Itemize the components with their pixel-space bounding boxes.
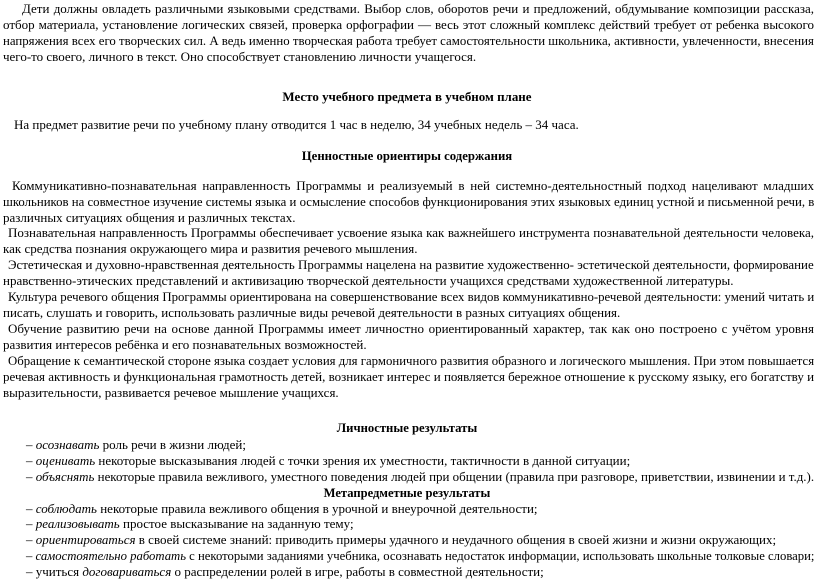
values-line-11: развития интересов ребёнка и его познавательных возможностей.	[3, 337, 367, 352]
list-dash: –	[26, 453, 36, 468]
values-line-13: речевая активность и функциональная грамотность детей, возникает интерес и появляется бережное отношение к русскому языку, его богатству и	[3, 369, 815, 384]
list-verb: ориентироваться	[35, 532, 136, 547]
values-line-14: выразительности, развивается речевое мышление учащихся.	[3, 385, 339, 400]
values-line-12: Обращение к семантической стороне языка создает условия для гармоничного развития образного и логического мышления. При этом повышается	[8, 353, 815, 368]
personal-heading: Личностные результаты	[336, 420, 478, 435]
intro-line-3: напряжения всех его творческих сил. А ведь именно творческая работа требует самостоятельности школьника, активности, увлеченности, внесения	[3, 33, 814, 48]
list-dash: –	[26, 548, 36, 563]
list-verb: соблюдать	[35, 501, 97, 516]
meta-item-5	[26, 564, 544, 580]
personal-item-2	[26, 453, 630, 469]
values-line-1: Коммуникативно-познавательная направленность Программы и реализуемый в ней системно-деятельностный подход нацеливают младших	[12, 178, 814, 193]
personal-item-3	[26, 469, 814, 485]
list-verb: договариваться	[82, 564, 172, 579]
list-text: некоторые высказывания людей с точки зрения их уместности, тактичности в данной ситуации;	[95, 453, 631, 468]
list-dash: – учиться	[26, 564, 83, 579]
values-heading: Ценностные ориентиры содержания	[301, 148, 513, 163]
values-line-2: школьников на совместное изучение системы языка и осмысление способов функционирования этих языковых единиц устной и письменной речи, в	[3, 194, 815, 209]
list-dash: –	[26, 469, 36, 484]
meta-heading: Метапредметные результаты	[323, 485, 491, 500]
meta-item-4	[26, 548, 814, 564]
values-line-4: Познавательная направленность Программы обеспечивает усвоение языка как важнейшего инструмента познавательной деятельности человека,	[8, 225, 814, 240]
list-dash: –	[26, 437, 36, 452]
list-text: некоторые правила вежливого, уместного поведения людей при общении (правила при разговоре, приветствии, извинении и т.д.).	[94, 469, 815, 484]
meta-item-1	[26, 501, 538, 517]
list-verb: реализовывать	[35, 516, 120, 531]
list-verb: оценивать	[35, 453, 96, 468]
values-line-7: нравственно-этических представлений и активизацию творческой деятельности учащихся средствами художественной литературы.	[3, 273, 734, 288]
list-text: с некоторыми заданиями учебника, осознавать недостаток информации, использовать школьные толковые словари;	[186, 548, 815, 563]
intro-line-1: Дети должны овладеть различными языковыми средствами. Выбор слов, оборотов речи и предложений, обдумывание композиции рассказа,	[22, 1, 814, 16]
meta-item-2	[26, 516, 354, 532]
values-line-10: Обучение развитию речи на основе данной Программы имеет личностно ориентированный характер, так как оно построено с учётом уровня	[8, 321, 814, 336]
values-line-6: Эстетическая и духовно-нравственная деятельность Программы нацелена на развитие художественно- эстетической деятельности, формирование	[8, 257, 814, 272]
place-text: На предмет развитие речи по учебному плану отводится 1 час в неделю, 34 учебных недель – 34 часа.	[14, 117, 579, 132]
personal-item-1	[26, 437, 246, 453]
list-text: некоторые правила вежливого общения в урочной и внеурочной деятельности;	[96, 501, 538, 516]
list-dash: –	[26, 501, 36, 516]
values-line-9: писать, слушать и говорить, использовать различные виды речевой деятельности в разных ситуациях общения.	[3, 305, 621, 320]
values-line-3: различных ситуациях общения и различных текстах.	[3, 210, 296, 225]
list-dash: –	[26, 532, 36, 547]
list-dash: –	[26, 516, 36, 531]
intro-line-4: чего-то своего, личного в текст. Оно способствует становлению личности учащегося.	[3, 49, 477, 64]
values-line-8: Культура речевого общения Программы ориентирована на совершенствование всех видов коммуникативно-речевой деятельности: умений читать и	[8, 289, 815, 304]
list-text: роль речи в жизни людей;	[99, 437, 246, 452]
list-text: о распределении ролей в игре, работы в совместной деятельности;	[171, 564, 544, 579]
values-line-5: как средства познания окружающего мира и развития речевого мышления.	[3, 241, 418, 256]
list-text: простое высказывание на заданную тему;	[119, 516, 354, 531]
intro-line-2: отбор материала, установление логических связей, проверка орфографии — весь этот сложный комплекс действий требует от ребенка высокого	[3, 17, 814, 32]
place-heading: Место учебного предмета в учебном плане	[282, 89, 532, 104]
list-verb: объяснять	[35, 469, 95, 484]
list-text: в своей системе знаний: приводить примеры удачного и неудачного общения в своей жизни и жизни окружающих;	[135, 532, 777, 547]
list-verb: осознавать	[35, 437, 100, 452]
meta-item-3	[26, 532, 776, 548]
list-verb: самостоятельно работать	[35, 548, 187, 563]
